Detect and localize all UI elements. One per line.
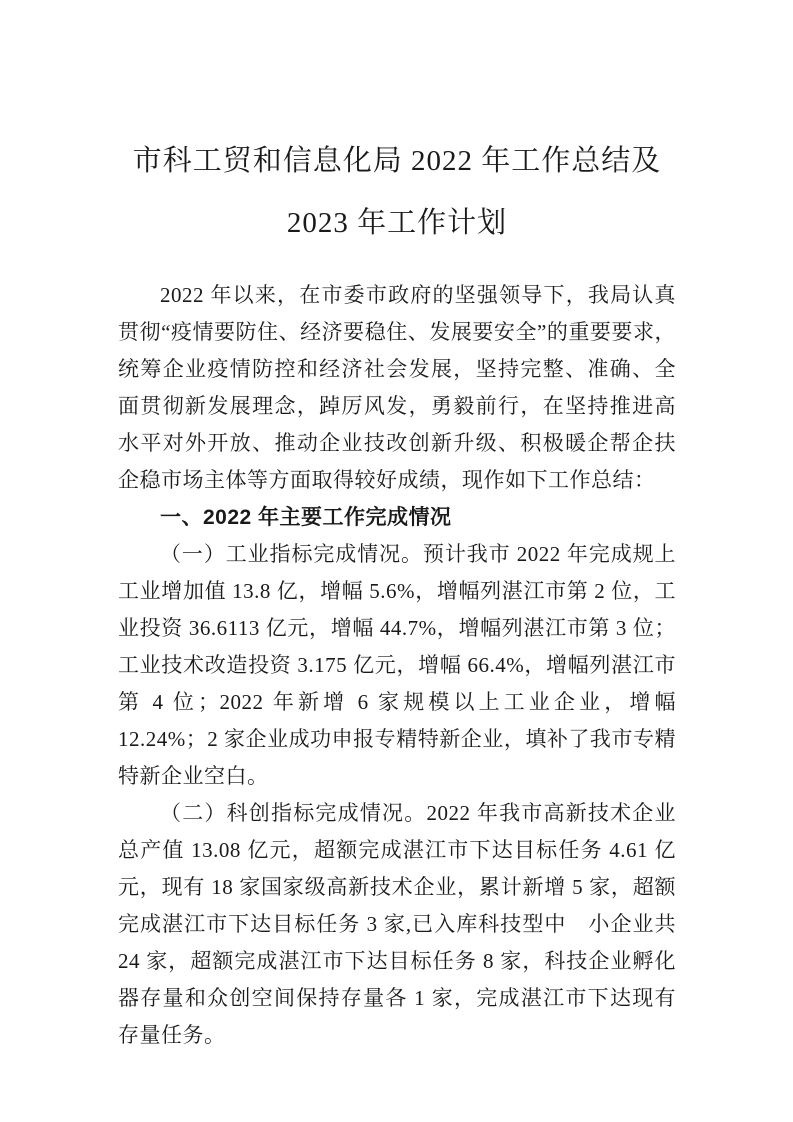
item-1-lead-in: （一）工业指标完成情况。 [160, 542, 423, 566]
document-title-line-1: 市科工贸和信息化局 2022 年工作总结及 [132, 145, 662, 177]
section-heading-1: 一、2022 年主要工作完成情况 [160, 506, 452, 529]
intro-paragraph: 2022 年以来，在市委市政府的坚强领导下，我局认真贯彻“疫情要防住、经济要稳住、发展要安全”的重要要求，统筹企业疫情防控和经济社会发展，坚持完整、准确、全面贯彻新发展理念，踔厉风发，勇毅前行，在坚持推进高水平对外开放、推动企业技改创新升级、积极暖企帮企扶企稳市场主体等方面取得较好成绩，现作如下工作总结： [118, 283, 676, 492]
item-1-body-text: 预计我市 2022 年完成规上工业增加值 13.8 亿，增幅 5.6%，增幅列湛江市第 2 位，工业投资 36.6113 亿元，增幅 44.7%，增幅列湛江市第 3 位；工业技术改造投资 3.175 亿元，增幅 66.4%，增幅列湛江市第 4 位；2022 年新增 6 家规模以上工业企业，增幅 12.24%；2 家企业成功申报专精特新企业，填补了我市专精特新企业空白。 [118, 542, 677, 788]
document-title [118, 130, 676, 254]
item-paragraph-2 [118, 795, 676, 1054]
item-2-lead-in: （二）科创指标完成情况。 [160, 801, 427, 825]
document-title-line-2: 2023 年工作计划 [286, 207, 508, 239]
item-paragraph-1 [118, 536, 676, 795]
item-2-body-text: 2022 年我市高新技术企业总产值 13.08 亿元，超额完成湛江市下达目标任务 4.61 亿元，现有 18 家国家级高新技术企业，累计新增 5 家，超额完成湛江市下达目标任务 3 家,已入库科技型中 小企业共 24 家，超额完成湛江市下达目标任务 8 家，科技企业孵化器存量和众创空间保持存量各 1 家，完成湛江市下达现有存量任务。 [118, 801, 677, 1047]
